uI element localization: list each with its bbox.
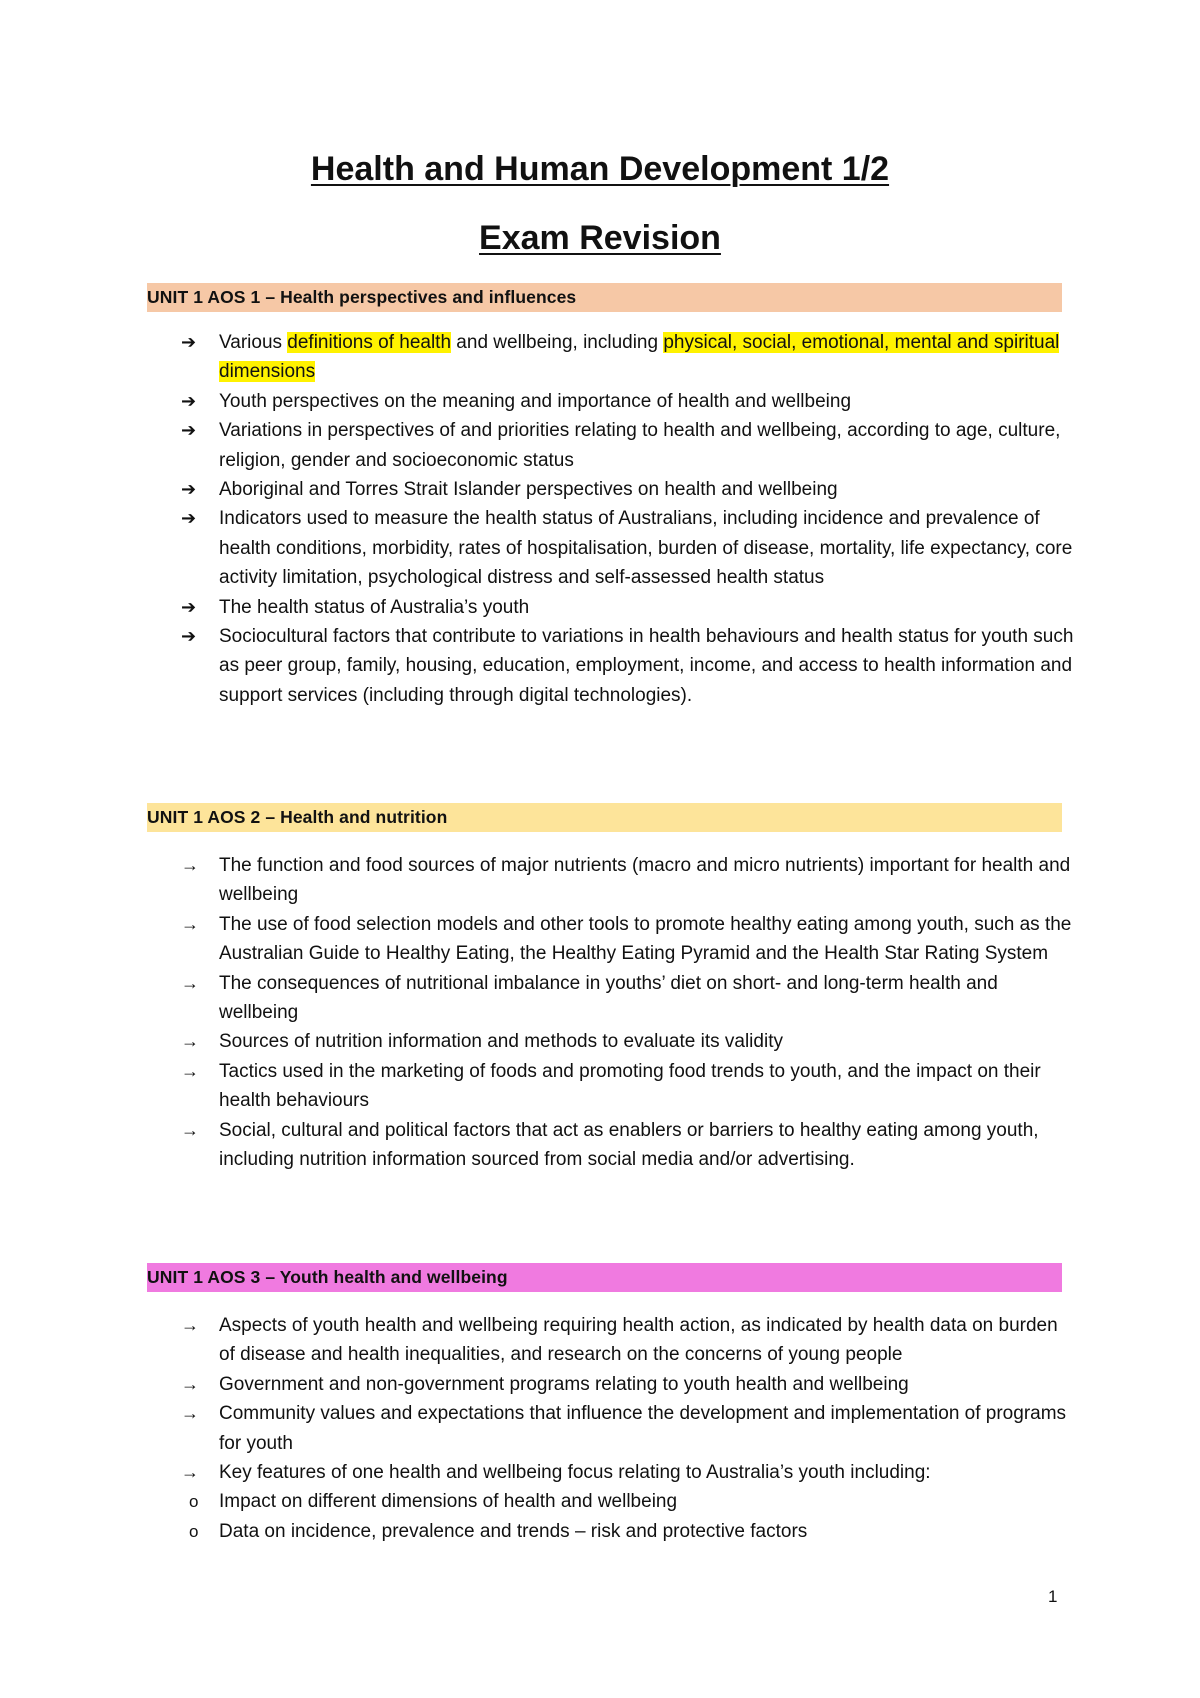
arrow-bullet-icon: →	[181, 855, 199, 875]
document-title: Health and Human Development 1/2	[310, 150, 890, 188]
section-unit1-aos2	[147, 803, 1072, 1174]
item-text: Social, cultural and political factors that act as enablers or barriers to healthy eating among youth, including nutrition information sourced from social media and/or advertising.	[219, 1119, 1039, 1171]
item-text: The health status of Australia’s youth	[219, 596, 530, 618]
arrow-bullet-icon: →	[181, 1031, 199, 1052]
item-text: Aspects of youth health and wellbeing requiring health action, as indicated by health data on burden of disease and health inequalities, and research on the concerns of young people	[219, 1315, 1058, 1366]
arrow-bullet-icon: ➔	[181, 332, 197, 352]
section-heading: UNIT 1 AOS 2 – Health and nutrition	[147, 803, 1062, 832]
sub-bullet-list	[147, 1487, 1074, 1546]
bullet-list	[147, 328, 1074, 710]
item-text: Tactics used in the marketing of foods and promoting food trends to youth, and the impact on their health behaviours	[219, 1060, 1041, 1112]
arrow-bullet-icon: ➔	[181, 390, 197, 411]
bullet-list	[147, 1311, 1067, 1546]
page-number: 1	[1048, 1587, 1058, 1606]
arrow-bullet-icon: →	[181, 1462, 199, 1483]
section-heading: UNIT 1 AOS 1 – Health perspectives and influences	[147, 283, 1062, 312]
document-subtitle: Exam Revision	[479, 219, 721, 257]
arrow-bullet-icon: →	[181, 1315, 199, 1335]
list-item	[147, 1027, 1074, 1056]
item-text: The consequences of nutritional imbalance in youths’ diet on short- and long-term health and wellbeing	[219, 972, 998, 1024]
list-item	[147, 504, 1074, 592]
sub-list-item	[147, 1517, 979, 1546]
arrow-bullet-icon: ➔	[181, 479, 197, 500]
section-unit1-aos1	[147, 283, 1074, 710]
item-text: Youth perspectives on the meaning and importance of health and wellbeing	[219, 390, 852, 412]
arrow-bullet-icon: ➔	[181, 508, 197, 529]
section-heading: UNIT 1 AOS 3 – Youth health and wellbeing	[147, 1263, 1062, 1292]
item-text: Government and non-government programs relating to youth health and wellbeing	[219, 1373, 909, 1395]
arrow-bullet-icon: ➔	[181, 626, 197, 647]
arrow-bullet-icon: →	[181, 1060, 199, 1081]
arrow-bullet-icon: →	[181, 1403, 199, 1424]
item-text: Community values and expectations that influence the development and implementation of programs for youth	[219, 1403, 1067, 1454]
list-item	[147, 1370, 1074, 1399]
arrow-bullet-icon: ➔	[181, 596, 197, 617]
list-item	[147, 622, 1074, 710]
arrow-bullet-icon: →	[181, 1373, 199, 1394]
circle-bullet-icon: o	[189, 1492, 199, 1512]
item-text: Aboriginal and Torres Strait Islander perspectives on health and wellbeing	[219, 479, 838, 501]
item-text: Various	[219, 332, 288, 353]
list-item	[147, 475, 1074, 504]
list-item	[147, 1399, 1074, 1458]
list-item	[147, 387, 1074, 416]
highlighted-text: definitions of health	[287, 332, 452, 353]
list-item	[147, 593, 1074, 622]
highlighted-text: physical, social, emotional, mental and spiritual dimensions	[219, 332, 1060, 383]
sub-list-item	[147, 1487, 979, 1516]
list-item	[147, 416, 1074, 475]
arrow-bullet-icon: ➔	[181, 420, 197, 441]
circle-bullet-icon: o	[189, 1521, 199, 1541]
item-text: Indicators used to measure the health status of Australians, including incidence and prevalence of health conditions, morbidity, rates of hospitalisation, burden of disease, mortality, life expectancy, core activity limitation, psychological distress and self-assessed health status	[219, 508, 1073, 589]
list-item	[147, 1458, 1074, 1546]
section-unit1-aos3	[147, 1263, 1067, 1546]
item-text: Data on incidence, prevalence and trends – risk and protective factors	[219, 1520, 808, 1542]
item-text: Key features of one health and wellbeing focus relating to Australia’s youth including:	[219, 1462, 931, 1484]
list-item	[147, 969, 1074, 1028]
list-item	[147, 1116, 1074, 1175]
item-text: The function and food sources of major nutrients (macro and micro nutrients) important for health and wellbeing	[219, 855, 1071, 906]
item-text: Sociocultural factors that contribute to variations in health behaviours and health status for youth such as peer group, family, housing, education, employment, income, and access to health information and support services (including through digital technologies).	[219, 626, 1074, 706]
list-item	[147, 1057, 1074, 1116]
list-item	[147, 1311, 1074, 1370]
item-text: The use of food selection models and other tools to promote healthy eating among youth, such as the Australian Guide to Healthy Eating, the Healthy Eating Pyramid and the Health Star Rating System	[219, 913, 1072, 965]
item-text: Impact on different dimensions of health and wellbeing	[219, 1491, 678, 1513]
item-text: Sources of nutrition information and methods to evaluate its validity	[219, 1031, 783, 1053]
arrow-bullet-icon: →	[181, 972, 199, 993]
bullet-list	[147, 851, 1072, 1174]
list-item	[147, 851, 1074, 910]
list-item	[147, 328, 1074, 387]
item-text: Variations in perspectives of and priorities relating to health and wellbeing, according to age, culture, religion, gender and socioeconomic status	[219, 420, 1061, 471]
item-text: and wellbeing, including	[451, 332, 664, 353]
list-item	[147, 910, 1074, 969]
arrow-bullet-icon: →	[181, 913, 199, 934]
arrow-bullet-icon: →	[181, 1119, 199, 1140]
